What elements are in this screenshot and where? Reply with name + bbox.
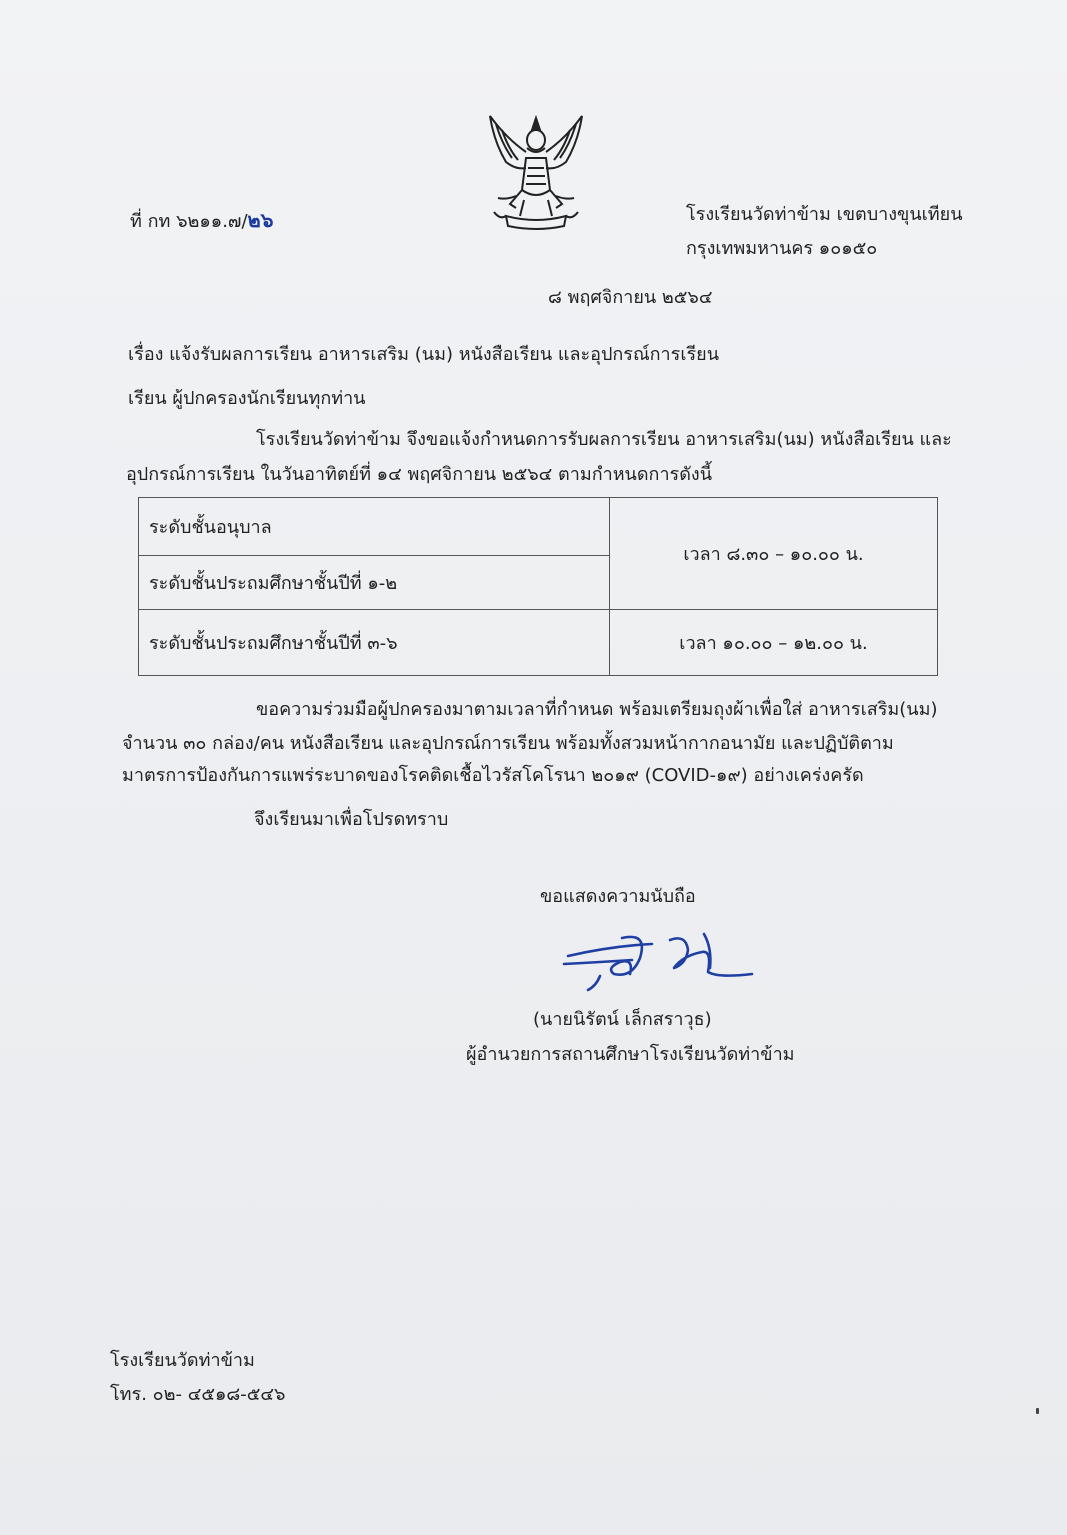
table-row — [139, 610, 938, 676]
signatory-position: ผู้อำนวยการสถานศึกษาโรงเรียนวัดท่าข้าม — [466, 1044, 795, 1065]
schedule-level-cell: ระดับชั้นอนุบาล — [139, 498, 610, 556]
school-address: กรุงเทพมหานคร ๑๐๑๕๐ — [686, 238, 878, 259]
letter-subject: เรื่อง แจ้งรับผลการเรียน อาหารเสริม (นม) หนังสือเรียน และอุปกรณ์การเรียน — [128, 344, 720, 365]
schedule-time-cell: เวลา ๘.๓๐ – ๑๐.๐๐ น. — [610, 498, 938, 610]
signatory-name: (นายนิรัตน์ เล็กสราวุธ) — [533, 1009, 712, 1030]
table-row — [139, 498, 938, 556]
garuda-emblem-icon — [476, 108, 596, 236]
ink-speck — [1036, 1408, 1039, 1414]
letter-date: ๘ พฤศจิกายน ๒๕๖๔ — [548, 287, 713, 308]
body2-line2: จำนวน ๓๐ กล่อง/คน หนังสือเรียน และอุปกรณ์การเรียน พร้อมทั้งสวมหน้ากากอนามัย และปฏิบัติตาม — [122, 733, 894, 754]
body1-line1: โรงเรียนวัดท่าข้าม จึงขอแจ้งกำหนดการรับผลการเรียน อาหารเสริม(นม) หนังสือเรียน และ — [256, 429, 952, 450]
school-name: โรงเรียนวัดท่าข้าม เขตบางขุนเทียน — [686, 204, 963, 225]
handwritten-signature — [562, 928, 758, 994]
schedule-table — [138, 497, 938, 676]
schedule-time-cell: เวลา ๑๐.๐๐ – ๑๒.๐๐ น. — [610, 610, 938, 676]
schedule-level-cell: ระดับชั้นประถมศึกษาชั้นปีที่ ๓-๖ — [139, 610, 610, 676]
body2-line1: ขอความร่วมมือผู้ปกครองมาตามเวลาที่กำหนด พร้อมเตรียมถุงผ้าเพื่อใส่ อาหารเสริม(นม) — [256, 699, 938, 720]
reference-handwritten-number: ๒๖ — [247, 208, 274, 232]
body1-line2: อุปกรณ์การเรียน ในวันอาทิตย์ที่ ๑๔ พฤศจิกายน ๒๕๖๔ ตามกำหนดการดังนี้ — [126, 464, 713, 485]
schedule-level-cell: ระดับชั้นประถมศึกษาชั้นปีที่ ๑-๒ — [139, 556, 610, 610]
letter-salutation: เรียน ผู้ปกครองนักเรียนทุกท่าน — [128, 388, 366, 409]
reference-prefix: ที่ กท ๖๒๑๑.๗/ — [130, 211, 248, 232]
valediction: ขอแสดงความนับถือ — [540, 886, 696, 907]
footer-phone: โทร. ๐๒- ๔๕๑๘-๕๔๖ — [110, 1384, 286, 1405]
body2-line3: มาตรการป้องกันการแพร่ระบาดของโรคติดเชื้อไวรัสโคโรนา ๒๐๑๙ (COVID-๑๙) อย่างเคร่งครัด — [122, 765, 864, 786]
closing-note: จึงเรียนมาเพื่อโปรดทราบ — [254, 809, 449, 830]
footer-school: โรงเรียนวัดท่าข้าม — [110, 1350, 255, 1371]
reference-number — [130, 208, 273, 234]
